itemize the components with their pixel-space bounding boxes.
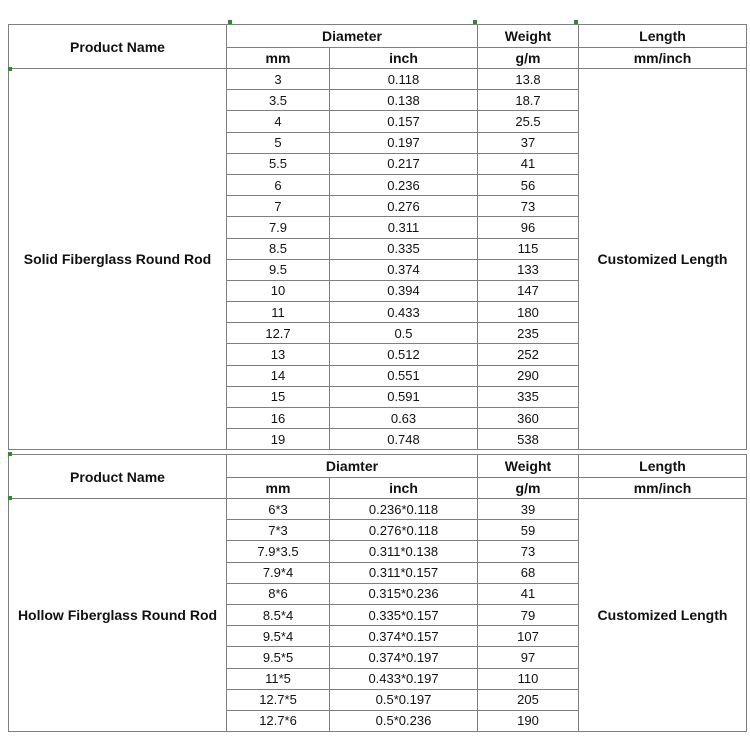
weight-cell: 97 bbox=[478, 647, 579, 668]
header-row bbox=[9, 25, 747, 48]
mm-cell: 7*3 bbox=[227, 520, 330, 541]
inch-unit-header: inch bbox=[330, 478, 478, 499]
product-name-header: Product Name bbox=[9, 25, 227, 69]
inch-cell: 0.591 bbox=[330, 386, 478, 407]
mm-cell: 3.5 bbox=[227, 90, 330, 111]
weight-cell: 56 bbox=[478, 174, 579, 195]
mm-cell: 12.7 bbox=[227, 323, 330, 344]
weight-cell: 37 bbox=[478, 132, 579, 153]
weight-unit-header: g/m bbox=[478, 478, 579, 499]
mm-cell: 9.5 bbox=[227, 259, 330, 280]
weight-header: Weight bbox=[478, 455, 579, 478]
inch-cell: 0.276 bbox=[330, 196, 478, 217]
weight-cell: 115 bbox=[478, 238, 579, 259]
mm-cell: 16 bbox=[227, 408, 330, 429]
mm-cell: 7 bbox=[227, 196, 330, 217]
inch-cell: 0.138 bbox=[330, 90, 478, 111]
inch-cell: 0.63 bbox=[330, 408, 478, 429]
weight-cell: 41 bbox=[478, 583, 579, 604]
inch-cell: 0.394 bbox=[330, 280, 478, 301]
product-name-cell: Solid Fiberglass Round Rod bbox=[9, 69, 227, 450]
inch-cell: 0.315*0.236 bbox=[330, 583, 478, 604]
weight-cell: 68 bbox=[478, 562, 579, 583]
length-value-cell: Customized Length bbox=[579, 499, 747, 732]
inch-cell: 0.157 bbox=[330, 111, 478, 132]
mm-unit-header: mm bbox=[227, 478, 330, 499]
mm-cell: 12.7*6 bbox=[227, 710, 330, 731]
weight-cell: 18.7 bbox=[478, 90, 579, 111]
mm-cell: 13 bbox=[227, 344, 330, 365]
inch-cell: 0.551 bbox=[330, 365, 478, 386]
inch-cell: 0.374*0.197 bbox=[330, 647, 478, 668]
mm-cell: 11*5 bbox=[227, 668, 330, 689]
weight-cell: 96 bbox=[478, 217, 579, 238]
table-row bbox=[9, 499, 747, 520]
inch-cell: 0.374*0.157 bbox=[330, 626, 478, 647]
mm-cell: 5 bbox=[227, 132, 330, 153]
inch-cell: 0.118 bbox=[330, 69, 478, 90]
cell-marker bbox=[8, 67, 12, 71]
mm-cell: 15 bbox=[227, 386, 330, 407]
solid-rod-spec-table bbox=[8, 24, 747, 450]
inch-cell: 0.236 bbox=[330, 174, 478, 195]
mm-cell: 12.7*5 bbox=[227, 689, 330, 710]
table-row bbox=[9, 69, 747, 90]
weight-cell: 13.8 bbox=[478, 69, 579, 90]
inch-cell: 0.197 bbox=[330, 132, 478, 153]
weight-cell: 73 bbox=[478, 541, 579, 562]
weight-cell: 25.5 bbox=[478, 111, 579, 132]
cell-marker bbox=[8, 496, 12, 500]
weight-unit-header: g/m bbox=[478, 48, 579, 69]
inch-cell: 0.335 bbox=[330, 238, 478, 259]
weight-cell: 41 bbox=[478, 153, 579, 174]
inch-cell: 0.311*0.138 bbox=[330, 541, 478, 562]
mm-cell: 6*3 bbox=[227, 499, 330, 520]
weight-cell: 133 bbox=[478, 259, 579, 280]
inch-cell: 0.5 bbox=[330, 323, 478, 344]
length-unit-header: mm/inch bbox=[579, 48, 747, 69]
weight-cell: 180 bbox=[478, 302, 579, 323]
mm-cell: 7.9*4 bbox=[227, 562, 330, 583]
mm-cell: 9.5*5 bbox=[227, 647, 330, 668]
mm-cell: 6 bbox=[227, 174, 330, 195]
cell-marker bbox=[228, 20, 232, 24]
product-name-header: Product Name bbox=[9, 455, 227, 499]
mm-cell: 3 bbox=[227, 69, 330, 90]
weight-cell: 252 bbox=[478, 344, 579, 365]
mm-cell: 8*6 bbox=[227, 583, 330, 604]
weight-cell: 79 bbox=[478, 604, 579, 625]
product-name-cell: Hollow Fiberglass Round Rod bbox=[9, 499, 227, 732]
hollow-table-body bbox=[9, 455, 747, 732]
weight-cell: 107 bbox=[478, 626, 579, 647]
mm-cell: 8.5*4 bbox=[227, 604, 330, 625]
length-header: Length bbox=[579, 455, 747, 478]
inch-cell: 0.236*0.118 bbox=[330, 499, 478, 520]
inch-cell: 0.748 bbox=[330, 429, 478, 450]
mm-cell: 9.5*4 bbox=[227, 626, 330, 647]
length-header: Length bbox=[579, 25, 747, 48]
mm-cell: 7.9*3.5 bbox=[227, 541, 330, 562]
mm-cell: 7.9 bbox=[227, 217, 330, 238]
length-unit-header: mm/inch bbox=[579, 478, 747, 499]
header-row bbox=[9, 455, 747, 478]
inch-cell: 0.374 bbox=[330, 259, 478, 280]
weight-cell: 235 bbox=[478, 323, 579, 344]
inch-cell: 0.433 bbox=[330, 302, 478, 323]
length-value-cell: Customized Length bbox=[579, 69, 747, 450]
inch-cell: 0.433*0.197 bbox=[330, 668, 478, 689]
weight-header: Weight bbox=[478, 25, 579, 48]
inch-unit-header: inch bbox=[330, 48, 478, 69]
cell-marker bbox=[574, 20, 578, 24]
mm-cell: 8.5 bbox=[227, 238, 330, 259]
weight-cell: 538 bbox=[478, 429, 579, 450]
mm-cell: 4 bbox=[227, 111, 330, 132]
mm-cell: 19 bbox=[227, 429, 330, 450]
cell-marker bbox=[473, 20, 477, 24]
weight-cell: 360 bbox=[478, 408, 579, 429]
hollow-rod-spec-table bbox=[8, 454, 747, 732]
weight-cell: 73 bbox=[478, 196, 579, 217]
mm-cell: 10 bbox=[227, 280, 330, 301]
weight-cell: 59 bbox=[478, 520, 579, 541]
mm-cell: 11 bbox=[227, 302, 330, 323]
weight-cell: 205 bbox=[478, 689, 579, 710]
inch-cell: 0.512 bbox=[330, 344, 478, 365]
diameter-header: Diamter bbox=[227, 455, 478, 478]
inch-cell: 0.311 bbox=[330, 217, 478, 238]
weight-cell: 147 bbox=[478, 280, 579, 301]
mm-unit-header: mm bbox=[227, 48, 330, 69]
mm-cell: 5.5 bbox=[227, 153, 330, 174]
inch-cell: 0.276*0.118 bbox=[330, 520, 478, 541]
cell-marker bbox=[8, 452, 12, 456]
weight-cell: 110 bbox=[478, 668, 579, 689]
inch-cell: 0.217 bbox=[330, 153, 478, 174]
mm-cell: 14 bbox=[227, 365, 330, 386]
solid-table-body bbox=[9, 25, 747, 450]
inch-cell: 0.5*0.236 bbox=[330, 710, 478, 731]
inch-cell: 0.5*0.197 bbox=[330, 689, 478, 710]
inch-cell: 0.311*0.157 bbox=[330, 562, 478, 583]
inch-cell: 0.335*0.157 bbox=[330, 604, 478, 625]
weight-cell: 190 bbox=[478, 710, 579, 731]
weight-cell: 335 bbox=[478, 386, 579, 407]
diameter-header: Diameter bbox=[227, 25, 478, 48]
weight-cell: 290 bbox=[478, 365, 579, 386]
weight-cell: 39 bbox=[478, 499, 579, 520]
